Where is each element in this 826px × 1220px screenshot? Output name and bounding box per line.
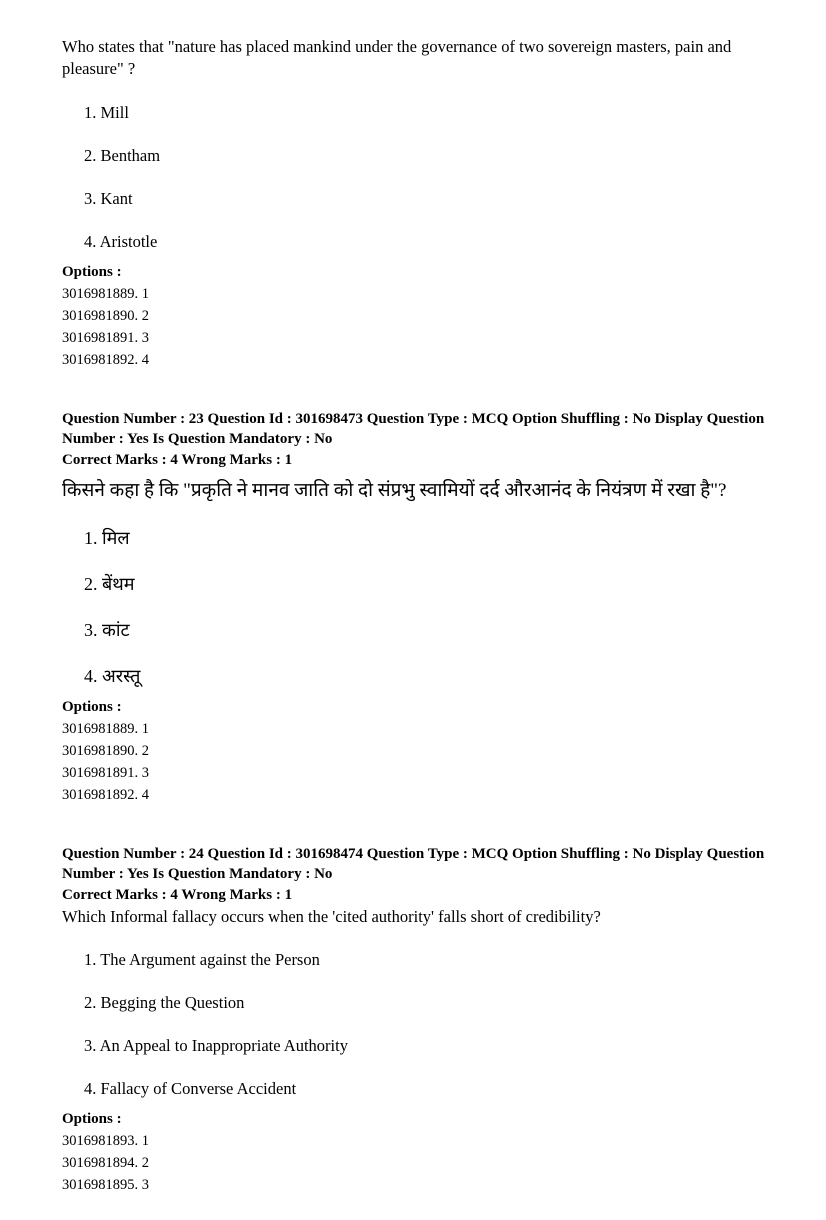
- option-id-line: 3016981892. 4: [62, 786, 149, 803]
- option-id-line: 3016981894. 2: [62, 1155, 149, 1172]
- answer-choice: 3. Kant: [84, 188, 133, 208]
- options-label: Options :: [62, 263, 122, 280]
- option-id-line: 3016981893. 1: [62, 1133, 149, 1150]
- answer-choice: 4. अरस्तू: [84, 665, 141, 686]
- question-header: Question Number : 24 Question Id : 301698474 Question Type : MCQ Option Shuffling : No Display Question Number : Yes Is Question Mandatory : No: [62, 845, 765, 883]
- option-id-line: 3016981891. 3: [62, 329, 149, 346]
- answer-choice: 3. कांट: [84, 619, 130, 640]
- question-block-24: [62, 844, 786, 1197]
- option-id-line: 3016981889. 1: [62, 720, 149, 737]
- options-label: Options :: [62, 1111, 122, 1128]
- question-text: किसने कहा है कि "प्रकृति ने मानव जाति को दो संप्रभु स्वामियों दर्द औरआनंद के नियंत्रण में रखा है"?: [62, 480, 727, 502]
- option-id-line: 3016981890. 2: [62, 742, 149, 759]
- question-block-22: [62, 36, 786, 371]
- answer-choice: 4. Aristotle: [84, 231, 158, 251]
- answer-choice: 2. Bentham: [84, 145, 161, 165]
- answer-choice: 2. Begging the Question: [84, 993, 245, 1013]
- marks-line: Correct Marks : 4 Wrong Marks : 1: [62, 886, 293, 903]
- marks-line: Correct Marks : 4 Wrong Marks : 1: [62, 451, 293, 468]
- answer-choice: 1. The Argument against the Person: [84, 950, 320, 970]
- question-text: Which Informal fallacy occurs when the 'cited authority' falls short of credibility?: [62, 907, 601, 927]
- question-text: Who states that "nature has placed mankind under the governance of two sovereign masters, pain and pleasure" ?: [62, 37, 732, 79]
- answer-choice: 4. Fallacy of Converse Accident: [84, 1079, 297, 1099]
- option-id-line: 3016981892. 4: [62, 351, 149, 368]
- answer-choice: 1. Mill: [84, 102, 129, 122]
- options-label: Options :: [62, 698, 122, 715]
- answer-choice: 1. मिल: [84, 527, 130, 548]
- answer-choice: 2. बेंथम: [84, 573, 135, 594]
- option-id-line: 3016981891. 3: [62, 764, 149, 781]
- option-id-line: 3016981895. 3: [62, 1177, 149, 1194]
- question-block-23: [62, 409, 786, 806]
- option-id-line: 3016981890. 2: [62, 307, 149, 324]
- option-id-line: 3016981889. 1: [62, 285, 149, 302]
- question-header: Question Number : 23 Question Id : 301698473 Question Type : MCQ Option Shuffling : No Display Question Number : Yes Is Question Mandatory : No: [62, 410, 765, 448]
- answer-choice: 3. An Appeal to Inappropriate Authority: [84, 1036, 348, 1056]
